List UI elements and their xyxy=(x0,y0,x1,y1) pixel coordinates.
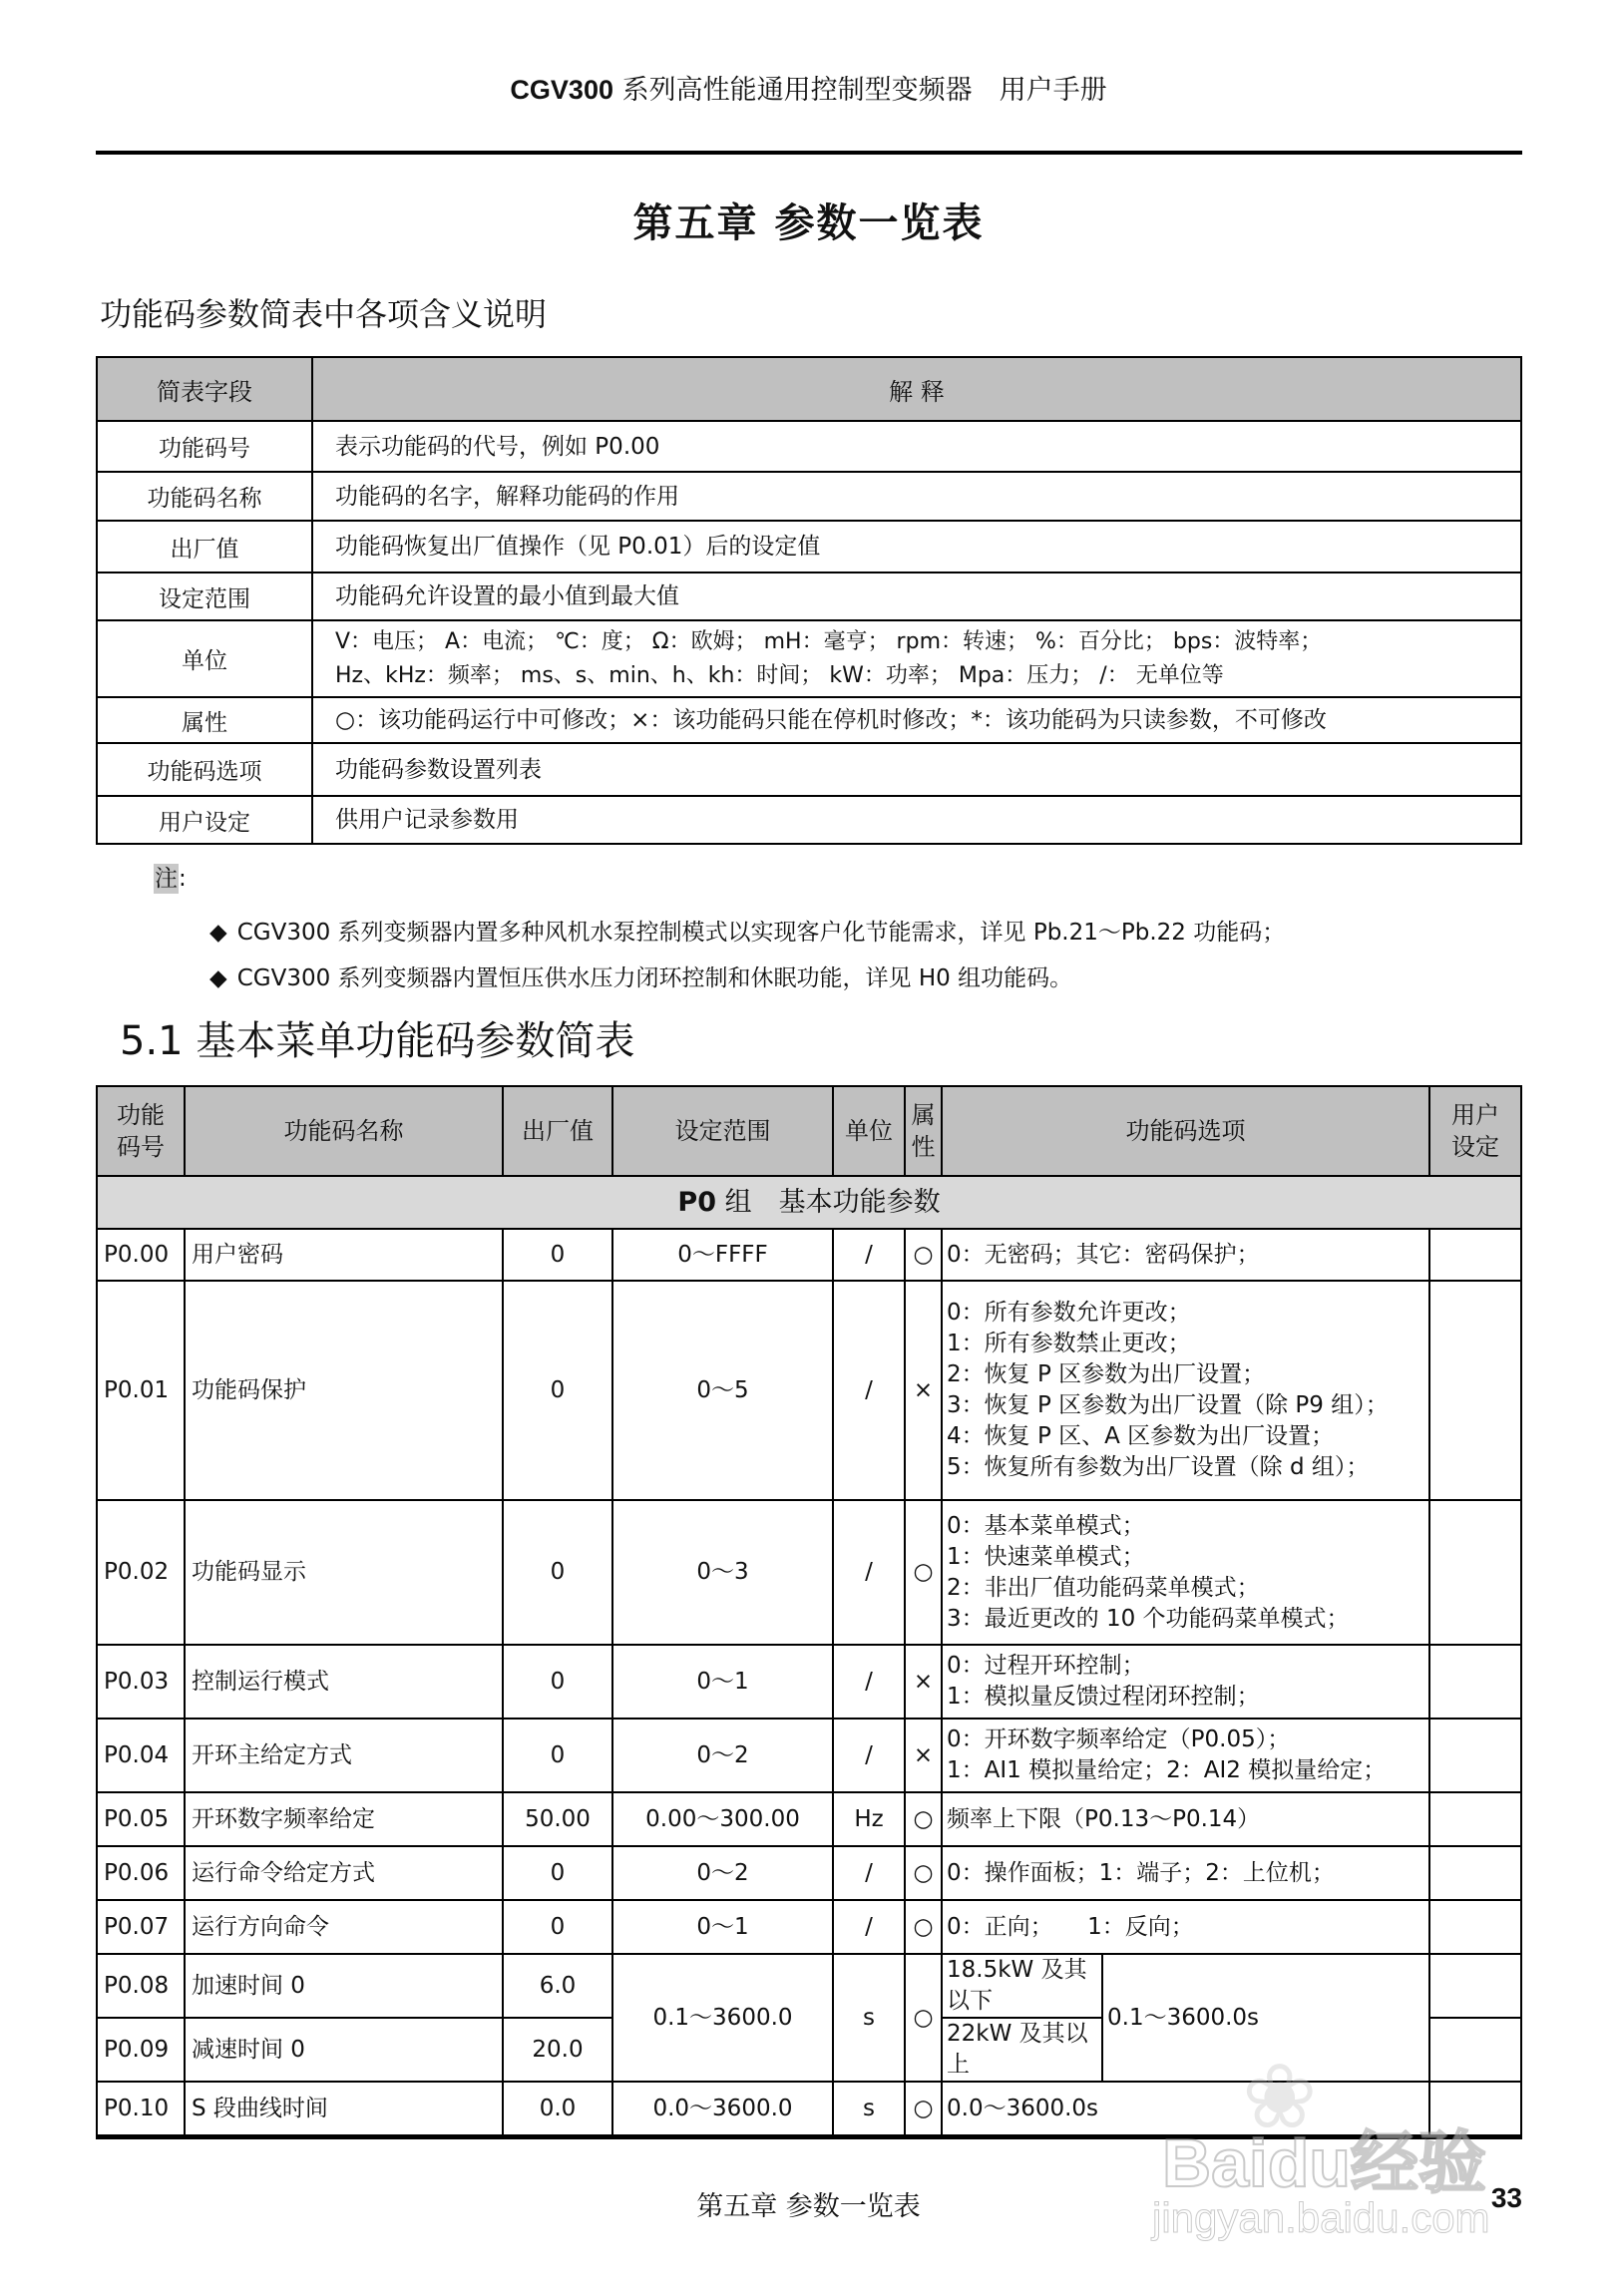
param-range: 0～5 xyxy=(612,1281,833,1500)
legend-desc: 功能码允许设置的最小值到最大值 xyxy=(312,573,1521,620)
chapter-title: 第五章 参数一览表 xyxy=(632,200,985,246)
param-row xyxy=(97,1719,1521,1792)
param-options: 0：操作面板；1：端子；2：上位机； xyxy=(942,1846,1429,1900)
running-header xyxy=(0,68,1617,107)
param-attr: ○ xyxy=(905,1792,942,1846)
param-default: 0 xyxy=(503,1900,612,1954)
paw-logo-icon: ❀ xyxy=(1242,2045,1318,2149)
param-range: 0.1～3600.0 xyxy=(612,1954,833,2082)
col-default: 出厂值 xyxy=(503,1086,612,1176)
param-row xyxy=(97,1900,1521,1954)
param-row xyxy=(97,1645,1521,1719)
param-name: S 段曲线时间 xyxy=(185,2082,503,2135)
footer-title: 第五章 参数一览表 xyxy=(696,2191,921,2222)
param-name: 开环主给定方式 xyxy=(185,1719,503,1792)
param-options: 0：开环数字频率给定（P0.05）； 1：AI1 模拟量给定；2：AI2 模拟量给定； xyxy=(942,1719,1429,1792)
param-attr: × xyxy=(905,1719,942,1792)
legend-col-field: 简表字段 xyxy=(97,357,312,421)
param-attr: × xyxy=(905,1645,942,1719)
note-label: 注: xyxy=(155,866,187,892)
param-user-setting[interactable] xyxy=(1429,1900,1521,1954)
param-header-row xyxy=(97,1086,1521,1176)
param-row xyxy=(97,1792,1521,1846)
param-range: 0～1 xyxy=(612,1900,833,1954)
param-unit: s xyxy=(833,2082,905,2135)
legend-row xyxy=(97,573,1521,620)
legend-field: 功能码号 xyxy=(97,421,312,472)
param-options: 0.0～3600.0s xyxy=(942,2082,1429,2135)
col-unit: 单位 xyxy=(833,1086,905,1176)
legend-field: 用户设定 xyxy=(97,796,312,844)
note-label-text: 注 xyxy=(155,866,178,892)
param-power-class: 18.5kW 及其以下 xyxy=(942,1954,1102,2018)
running-header-brand: CGV300 xyxy=(510,75,613,105)
param-name: 功能码保护 xyxy=(185,1281,503,1500)
param-row xyxy=(97,2082,1521,2135)
param-options: 0：无密码；其它：密码保护； xyxy=(942,1229,1429,1281)
legend-field: 功能码选项 xyxy=(97,743,312,796)
legend-field: 出厂值 xyxy=(97,521,312,573)
param-attr: × xyxy=(905,1281,942,1500)
watermark-url: jingyan.baidu.com xyxy=(1152,2194,1490,2241)
param-row xyxy=(97,1229,1521,1281)
col-options: 功能码选项 xyxy=(942,1086,1429,1176)
legend-desc: 供用户记录参数用 xyxy=(312,796,1521,844)
legend-heading: 功能码参数简表中各项含义说明 xyxy=(100,295,548,333)
param-name: 运行方向命令 xyxy=(185,1900,503,1954)
param-options: 0.1～3600.0s xyxy=(1102,1954,1429,2082)
note-item xyxy=(209,959,1072,992)
legend-field: 功能码名称 xyxy=(97,472,312,521)
param-code: P0.00 xyxy=(97,1229,185,1281)
param-user-setting[interactable] xyxy=(1429,1846,1521,1900)
param-attr: ○ xyxy=(905,2082,942,2135)
param-name: 开环数字频率给定 xyxy=(185,1792,503,1846)
param-unit: / xyxy=(833,1229,905,1281)
param-range: 0～1 xyxy=(612,1645,833,1719)
param-unit: / xyxy=(833,1846,905,1900)
param-default: 0.0 xyxy=(503,2082,612,2135)
page-number: 33 xyxy=(1490,2182,1522,2213)
param-code: P0.06 xyxy=(97,1846,185,1900)
param-options: 0：所有参数允许更改； 1：所有参数禁止更改； 2：恢复 P 区参数为出厂设置； 3：恢复 P 区参数为出厂设置（除 P9 组）； 4：恢复 P 区、A 区参数为出厂设置； 5：恢复所有参数为出厂设置（除 d 组）； xyxy=(942,1281,1429,1500)
diamond-bullet-icon: ◆ xyxy=(209,965,227,991)
legend-field: 单位 xyxy=(97,620,312,697)
param-code: P0.03 xyxy=(97,1645,185,1719)
legend-row xyxy=(97,472,1521,521)
legend-row xyxy=(97,697,1521,743)
param-range: 0～3 xyxy=(612,1500,833,1645)
header-rule xyxy=(96,151,1522,155)
param-code: P0.08 xyxy=(97,1954,185,2018)
units-line-1: V：电压； A：电流； ℃：度； Ω：欧姆； mH：毫亨； rpm：转速； %：百分比； bps：波特率； xyxy=(335,628,1323,654)
param-unit: / xyxy=(833,1500,905,1645)
col-code: 功能 码号 xyxy=(97,1086,185,1176)
param-row xyxy=(97,1500,1521,1645)
param-default: 0 xyxy=(503,1281,612,1500)
legend-row xyxy=(97,421,1521,472)
legend-row xyxy=(97,620,1521,697)
param-name: 功能码显示 xyxy=(185,1500,503,1645)
param-user-setting[interactable] xyxy=(1429,1645,1521,1719)
param-code: P0.10 xyxy=(97,2082,185,2135)
param-attr: ○ xyxy=(905,1500,942,1645)
param-attr: ○ xyxy=(905,1846,942,1900)
col-range: 设定范围 xyxy=(612,1086,833,1176)
units-line-2: Hz、kHz：频率； ms、s、min、h、kh：时间； kW：功率； Mpa：压力； /： 无单位等 xyxy=(335,662,1224,688)
param-attr: ○ xyxy=(905,1954,942,2082)
param-user-setting[interactable] xyxy=(1429,1792,1521,1846)
param-unit: s xyxy=(833,1954,905,2082)
param-attr: ○ xyxy=(905,1229,942,1281)
legend-desc: ○：该功能码运行中可修改；×：该功能码只能在停机时修改；*：该功能码为只读参数，不可修改 xyxy=(312,697,1521,743)
legend-row xyxy=(97,521,1521,573)
param-user-setting[interactable] xyxy=(1429,1500,1521,1645)
legend-field: 属性 xyxy=(97,697,312,743)
param-attr: ○ xyxy=(905,1900,942,1954)
legend-field: 设定范围 xyxy=(97,573,312,620)
param-default: 0 xyxy=(503,1229,612,1281)
diamond-bullet-icon: ◆ xyxy=(209,920,227,946)
param-row xyxy=(97,1281,1521,1500)
legend-desc: 功能码参数设置列表 xyxy=(312,743,1521,796)
param-table xyxy=(96,1085,1522,2136)
param-range: 0.0～3600.0 xyxy=(612,2082,833,2135)
running-header-text: 系列高性能通用控制型变频器 用户手册 xyxy=(612,75,1107,106)
param-user-setting[interactable] xyxy=(1429,1229,1521,1281)
param-options: 0：过程开环控制； 1：模拟量反馈过程闭环控制； xyxy=(942,1645,1429,1719)
legend-col-desc: 解 释 xyxy=(312,357,1521,421)
legend-header-row xyxy=(97,357,1521,421)
param-default: 20.0 xyxy=(503,2018,612,2082)
col-attr: 属 性 xyxy=(905,1086,942,1176)
param-options: 0：基本菜单模式； 1：快速菜单模式； 2：非出厂值功能码菜单模式； 3：最近更改的 10 个功能码菜单模式； xyxy=(942,1500,1429,1645)
param-user-setting[interactable] xyxy=(1429,1281,1521,1500)
legend-desc xyxy=(312,620,1521,697)
param-code: P0.05 xyxy=(97,1792,185,1846)
param-user-setting[interactable] xyxy=(1429,1719,1521,1792)
watermark-logo: Baidu经验 xyxy=(1162,2125,1486,2201)
param-name: 加速时间 0 xyxy=(185,1954,503,2018)
param-name: 运行命令给定方式 xyxy=(185,1846,503,1900)
legend-row xyxy=(97,743,1521,796)
param-name: 控制运行模式 xyxy=(185,1645,503,1719)
param-default: 6.0 xyxy=(503,1954,612,2018)
param-default: 0 xyxy=(503,1846,612,1900)
param-unit: / xyxy=(833,1645,905,1719)
param-unit: / xyxy=(833,1719,905,1792)
legend-row xyxy=(97,796,1521,844)
param-range: 0～FFFF xyxy=(612,1229,833,1281)
param-default: 0 xyxy=(503,1719,612,1792)
param-options: 0：正向； 1：反向； xyxy=(942,1900,1429,1954)
note-text: CGV300 系列变频器内置多种风机水泵控制模式以实现客户化节能需求，详见 Pb.21～Pb.22 功能码； xyxy=(236,920,1286,946)
param-range: 0.00～300.00 xyxy=(612,1792,833,1846)
col-user: 用户 设定 xyxy=(1429,1086,1521,1176)
note-text: CGV300 系列变频器内置恒压供水压力闭环控制和休眠功能，详见 H0 组功能码。 xyxy=(236,965,1073,991)
param-default: 0 xyxy=(503,1645,612,1719)
param-default: 0 xyxy=(503,1500,612,1645)
param-code: P0.04 xyxy=(97,1719,185,1792)
col-name: 功能码名称 xyxy=(185,1086,503,1176)
legend-desc: 功能码的名字，解释功能码的作用 xyxy=(312,472,1521,521)
param-power-class: 22kW 及其以上 xyxy=(942,2018,1102,2082)
param-user-setting[interactable] xyxy=(1429,1954,1521,2018)
legend-table xyxy=(96,356,1522,845)
param-name: 用户密码 xyxy=(185,1229,503,1281)
param-range: 0～2 xyxy=(612,1846,833,1900)
legend-desc: 功能码恢复出厂值操作（见 P0.01）后的设定值 xyxy=(312,521,1521,573)
footer-rule xyxy=(96,2135,1522,2139)
legend-desc: 表示功能码的代号，例如 P0.00 xyxy=(312,421,1521,472)
note-item xyxy=(209,914,1285,947)
param-code: P0.07 xyxy=(97,1900,185,1954)
group-row xyxy=(97,1176,1521,1229)
section-heading: 5.1 基本菜单功能码参数简表 xyxy=(120,1018,635,1064)
group-title: P0 组 基本功能参数 xyxy=(97,1176,1521,1229)
param-user-setting[interactable] xyxy=(1429,2018,1521,2082)
param-user-setting[interactable] xyxy=(1429,2082,1521,2135)
param-code: P0.09 xyxy=(97,2018,185,2082)
param-options: 频率上下限（P0.13～P0.14） xyxy=(942,1792,1429,1846)
param-row xyxy=(97,1954,1521,2018)
param-unit: Hz xyxy=(833,1792,905,1846)
param-code: P0.01 xyxy=(97,1281,185,1500)
param-range: 0～2 xyxy=(612,1719,833,1792)
param-unit: / xyxy=(833,1900,905,1954)
param-code: P0.02 xyxy=(97,1500,185,1645)
param-name: 减速时间 0 xyxy=(185,2018,503,2082)
param-row xyxy=(97,1846,1521,1900)
param-unit: / xyxy=(833,1281,905,1500)
param-default: 50.00 xyxy=(503,1792,612,1846)
